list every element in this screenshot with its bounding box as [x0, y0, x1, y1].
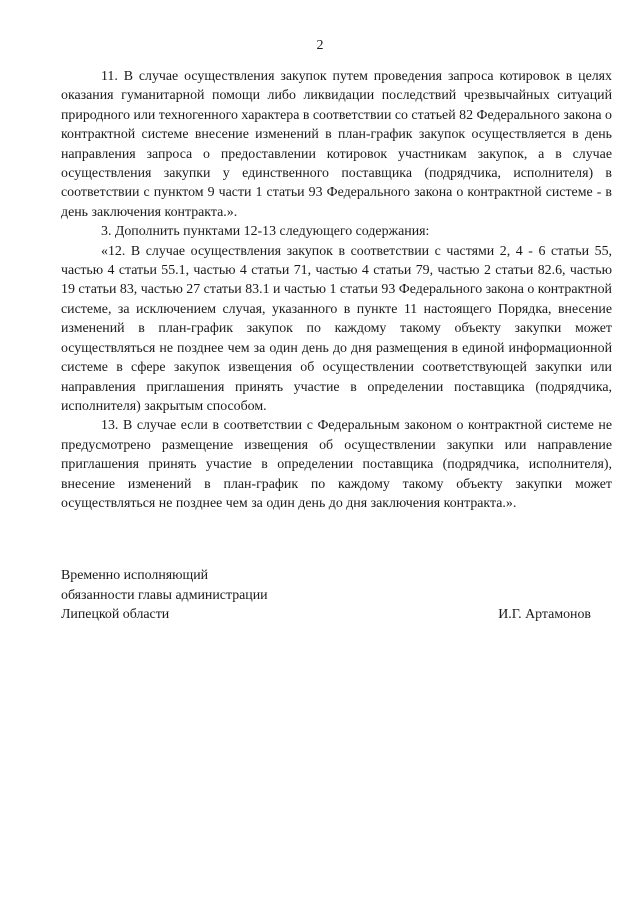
- signature-block: [61, 566, 612, 625]
- signatory-row: [61, 605, 612, 625]
- signatory-name: И.Г. Артамонов: [498, 607, 591, 622]
- signatory-title-line-1: Временно исполняющий: [61, 568, 209, 583]
- document-body: [61, 67, 612, 513]
- paragraph-item-11: 11. В случае осуществления закупок путем проведения запроса котировок в целях оказания гуманитарной помощи либо ликвидации последствий чрезвычайных ситуаций природного или техногенного характера в соответствии со статьей 82 Федерального закона о контрактной системе внесение изменений в план-график закупок осуществляется в день направления запроса о предоставлении котировок участникам закупок, а в случае осуществления закупки у единственного поставщика (подрядчика, исполнителя) в соответствии с пунктом 9 части 1 статьи 93 Федерального закона о контрактной системе - в день заключения контракта.».: [61, 69, 612, 220]
- paragraph-item-12: «12. В случае осуществления закупок в соответствии с частями 2, 4 - 6 статьи 55, частью 4 статьи 55.1, частью 4 статьи 71, частью 4 статьи 79, частью 2 статьи 82.6, частью 19 статьи 83, частью 27 статьи 83.1 и частью 1 статьи 93 Федерального закона о контрактной системе, за исключением случая, указанного в пункте 11 настоящего Порядка, внесение изменений в план-график закупок по каждому такому объекту закупки может осуществляться не позднее чем за один день до дня размещения в единой информационной системе в сфере закупок извещения об осуществлении соответствующей закупки или направления приглашения принять участие в определении поставщика (подрядчика, исполнителя) закрытым способом.: [61, 243, 612, 414]
- signatory-title-line-2: обязанности главы администрации: [61, 587, 268, 603]
- paragraph-amendment-3: 3. Дополнить пунктами 12-13 следующего содержания:: [101, 224, 430, 240]
- signatory-title-line-3: Липецкой области: [61, 607, 170, 622]
- paragraph-item-13: 13. В случае если в соответствии с Федеральным законом о контрактной системе не предусмотрено размещение извещения об осуществлении закупки или направление приглашения принять участие в определении поставщика (подрядчика, исполнителя), внесение изменений в план-график по каждому такому объекту закупки может осуществляться не позднее чем за один день до дня заключения контракта.».: [61, 418, 612, 511]
- page-number: 2: [316, 38, 324, 53]
